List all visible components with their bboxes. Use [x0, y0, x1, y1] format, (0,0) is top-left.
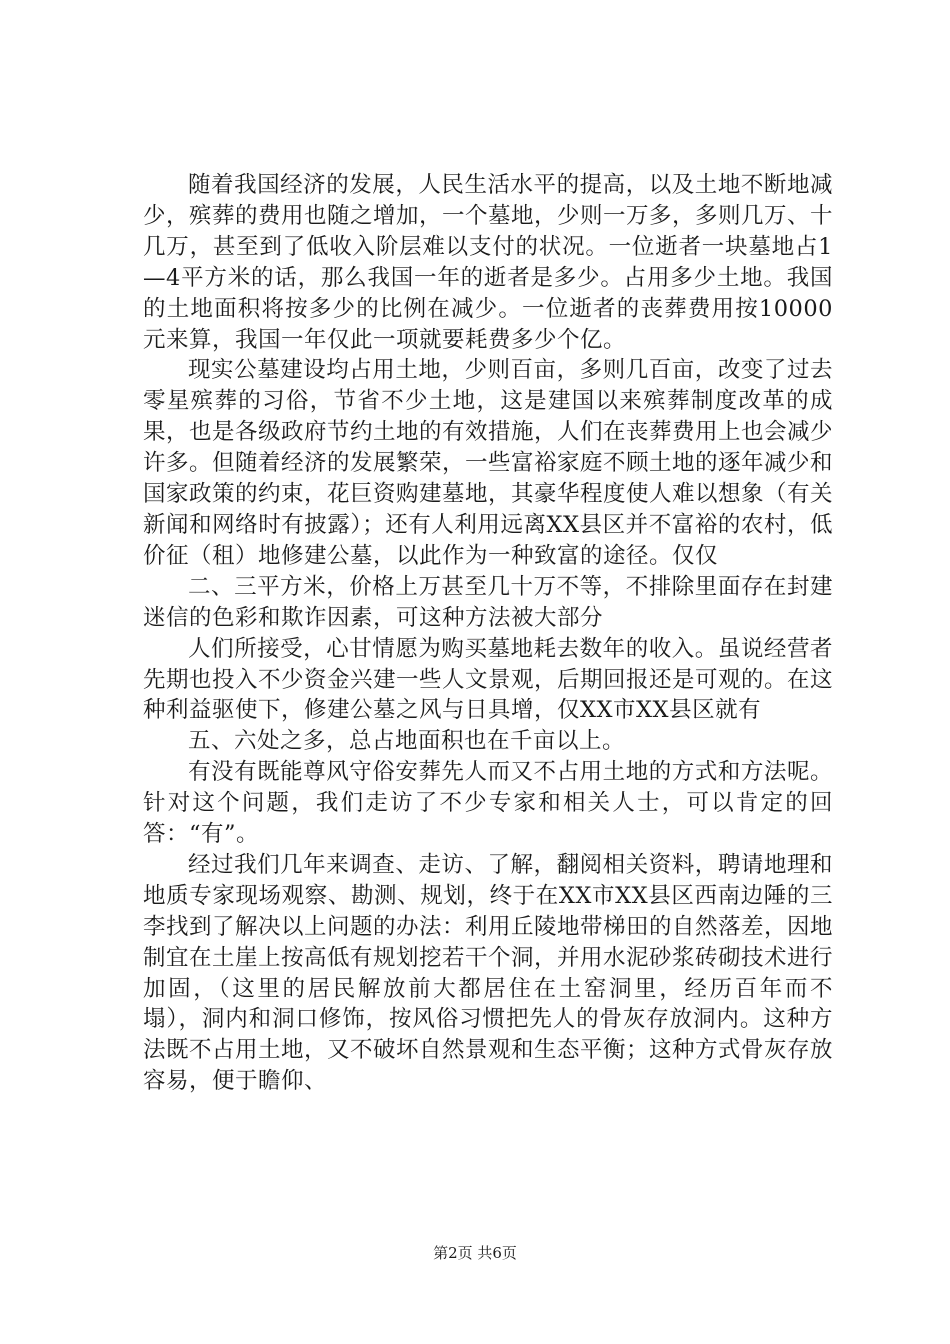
paragraph-5: 五、六处之多，总占地面积也在千亩以上。: [188, 728, 626, 755]
paragraph-6: 有没有既能尊风守俗安葬先人而又不占用土地的方式和方法呢。针对这个问题，我们走访了不少专家和相关人士，可以肯定的回答：“有”。: [143, 759, 833, 848]
paragraph-1: 随着我国经济的发展，人民生活水平的提高，以及土地不断地减少，殡葬的费用也随之增加，一个墓地，少则一万多，多则几万、十几万，甚至到了低收入阶层难以支付的状况。一位逝者一块墓地占1—4平方米的话，那么我国一年的逝者是多少。占用多少土地。我国的土地面积将按多少的比例在减少。一位逝者的丧葬费用按10000元来算，我国一年仅此一项就要耗费多少个亿。: [143, 172, 834, 353]
paragraph-2: 现实公墓建设均占用土地，少则百亩，多则几百亩，改变了过去零星殡葬的习俗，节省不少土地，这是建国以来殡葬制度改革的成果，也是各级政府节约土地的有效措施，人们在丧葬费用上也会减少许多。但随着经济的发展繁荣，一些富裕家庭不顾土地的逐年减少和国家政策的约束，花巨资购建墓地，其豪华程度使人难以想象（有关新闻和网络时有披露）；还有人利用远离XX县区并不富裕的农村，低价征（租）地修建公墓，以此作为一种致富的途径。仅仅: [143, 357, 834, 569]
paragraph-3: 二、三平方米，价格上万甚至几十万不等，不排除里面存在封建迷信的色彩和欺诈因素，可这种方法被大部分: [143, 573, 833, 631]
paragraph-4: 人们所接受，心甘情愿为购买墓地耗去数年的收入。虽说经营者先期也投入不少资金兴建一些人文景观，后期回报还是可观的。在这种利益驱使下，修建公墓之风与日具增，仅XX市XX县区就有: [143, 635, 834, 724]
paragraph-7: 经过我们几年来调查、走访、了解，翻阅相关资料，聘请地理和地质专家现场观察、勘测、规划，终于在XX市XX县区西南边陲的三李找到了解决以上问题的办法：利用丘陵地带梯田的自然落差，因地制宜在土崖上按高低有规划挖若干个洞，并用水泥砂浆砖砌技术进行加固，（这里的居民解放前大都居住在土窑洞里，经历百年而不塌），洞内和洞口修饰，按风俗习惯把先人的骨灰存放洞内。这种方法既不占用土地，又不破坏自然景观和生态平衡；这种方式骨灰存放容易，便于瞻仰、: [143, 851, 834, 1095]
document-body: [143, 170, 833, 1097]
page-number-footer: 第2页 共6页: [433, 1244, 517, 1262]
